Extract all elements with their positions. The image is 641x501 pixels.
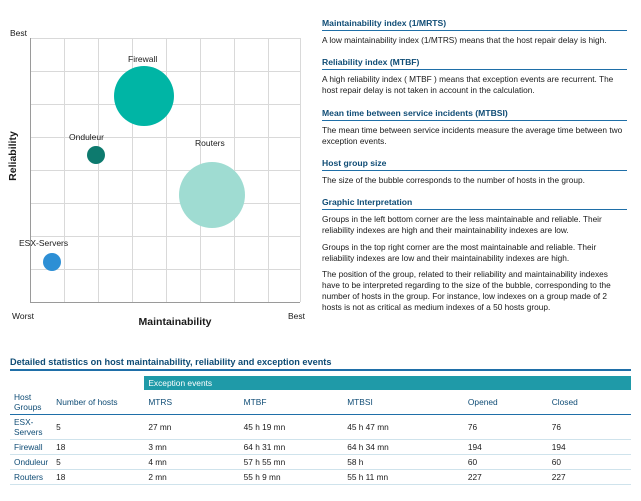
bubble-label-routers: Routers [195, 138, 225, 148]
gridline-h [31, 71, 300, 72]
divider [322, 120, 627, 121]
info-title: Host group size [322, 157, 387, 168]
info-block-host-group-size [322, 158, 627, 186]
divider [322, 170, 627, 171]
info-text: A low maintainability index (1/MTRS) means that the host repair delay is high. [322, 35, 607, 45]
column-header-opened[interactable]: Opened [464, 390, 548, 415]
statistics-section [10, 357, 631, 485]
bubble-label-esx-servers: ESX-Servers [19, 238, 69, 248]
divider [322, 209, 627, 210]
column-header-closed[interactable]: Closed [548, 390, 631, 415]
column-header-host-groups[interactable]: Host Groups [10, 390, 52, 415]
cell-host-group: Onduleur [10, 454, 52, 469]
info-title: Reliability index (MTBF) [322, 57, 420, 68]
cell-number-of-hosts: 5 [52, 414, 144, 439]
spacer-cell [10, 376, 52, 390]
cell-number-of-hosts: 5 [52, 454, 144, 469]
info-title: Maintainability index (1/MRTS) [322, 18, 447, 28]
cell-closed: 60 [548, 454, 631, 469]
info-block-reliability [322, 57, 627, 96]
cell-number-of-hosts: 18 [52, 439, 144, 454]
y-axis-best-label: Best [10, 28, 28, 38]
column-header-number-of-hosts[interactable]: Number of hosts [52, 390, 144, 415]
cell-host-group: ESX-Servers [10, 414, 52, 439]
chart-plot-area [19, 38, 300, 303]
cell-mtbsi: 55 h 11 mn [343, 469, 464, 484]
x-axis-title: Maintainability [138, 316, 212, 328]
info-block-maintainability [322, 18, 627, 46]
cell-mtrs: 4 mn [144, 454, 239, 469]
divider [322, 30, 627, 31]
divider [322, 69, 627, 70]
x-axis-best-label: Best [288, 311, 306, 321]
table-group-header-row [10, 376, 631, 390]
bubble-chart [0, 0, 318, 348]
cell-mtbsi: 64 h 34 mn [343, 439, 464, 454]
info-title: Mean time between service incidents (MTBSI) [322, 107, 508, 118]
info-title: Graphic Interpretation [322, 197, 413, 208]
x-axis-worst-label: Worst [12, 311, 35, 321]
cell-number-of-hosts: 18 [52, 469, 144, 484]
bubble-label-firewall: Firewall [128, 54, 158, 64]
cell-mtbf: 57 h 55 mn [240, 454, 344, 469]
y-axis-title: Reliability [7, 131, 19, 181]
cell-mtrs: 2 mn [144, 469, 239, 484]
cell-host-group: Firewall [10, 439, 52, 454]
gridline-v [300, 38, 301, 302]
cell-opened: 194 [464, 439, 548, 454]
cell-closed: 194 [548, 439, 631, 454]
column-header-mtrs[interactable]: MTRS [144, 390, 239, 415]
gridline-h [31, 170, 300, 171]
cell-opened: 227 [464, 469, 548, 484]
cell-opened: 76 [464, 414, 548, 439]
cell-mtbsi: 45 h 47 mn [343, 414, 464, 439]
bubble-label-onduleur: Onduleur [69, 132, 104, 142]
cell-mtbf: 55 h 9 mn [240, 469, 344, 484]
info-text: Groups in the top right corner are the most maintainable and reliable. Their reliability indexes are low and their maintainability indexes are high. [322, 241, 597, 263]
cell-host-group: Routers [10, 469, 52, 484]
info-text: A high reliability index ( MTBF ) means that exception events are recurrent. The host repair delay is not taken in account in the calculation. [322, 74, 614, 96]
cell-closed: 76 [548, 414, 631, 439]
gridline-h [31, 38, 300, 39]
table-row[interactable] [10, 469, 631, 484]
info-text: Groups in the left bottom corner are the less maintainable and reliable. Their reliability indexes are high and their maintainability indexes are low. [322, 214, 602, 236]
bubble-firewall[interactable] [114, 66, 174, 126]
statistics-table [10, 376, 631, 485]
column-header-mtbsi[interactable]: MTBSI [343, 390, 464, 415]
definitions-panel [322, 18, 627, 325]
cell-mtbf: 45 h 19 mn [240, 414, 344, 439]
exception-events-group-header: Exception events [144, 376, 631, 390]
cell-mtbf: 64 h 31 mn [240, 439, 344, 454]
table-row[interactable] [10, 439, 631, 454]
info-text: The mean time between service incidents measure the average time between two exception events. [322, 124, 623, 146]
divider [10, 369, 631, 371]
cell-mtrs: 3 mn [144, 439, 239, 454]
spacer-cell [52, 376, 144, 390]
cell-mtbsi: 58 h [343, 454, 464, 469]
gridline-h [31, 269, 300, 270]
table-header-row [10, 390, 631, 415]
info-text: The size of the bubble corresponds to the number of hosts in the group. [322, 174, 585, 185]
bubble-esx-servers[interactable] [43, 253, 61, 271]
info-text: The position of the group, related to their reliability and maintainability indexes have to be interpreted regarding to the size of the bubble, corresponding to the number of hosts in the group. For instance, low indexes on a group made of 2 hosts is not as critical as medium indexes of a 50 hosts group. [322, 268, 611, 313]
cell-mtrs: 27 mn [144, 414, 239, 439]
column-header-mtbf[interactable]: MTBF [240, 390, 344, 415]
bubble-routers[interactable] [179, 162, 245, 228]
cell-closed: 227 [548, 469, 631, 484]
info-block-mtbsi [322, 108, 627, 147]
gridline-h [31, 203, 300, 204]
table-row[interactable] [10, 454, 631, 469]
table-row[interactable] [10, 414, 631, 439]
gridline-h [31, 236, 300, 237]
table-heading: Detailed statistics on host maintainability, reliability and exception events [10, 357, 332, 367]
bubble-onduleur[interactable] [87, 146, 105, 164]
cell-opened: 60 [464, 454, 548, 469]
info-block-graphic-interpretation [322, 197, 627, 314]
